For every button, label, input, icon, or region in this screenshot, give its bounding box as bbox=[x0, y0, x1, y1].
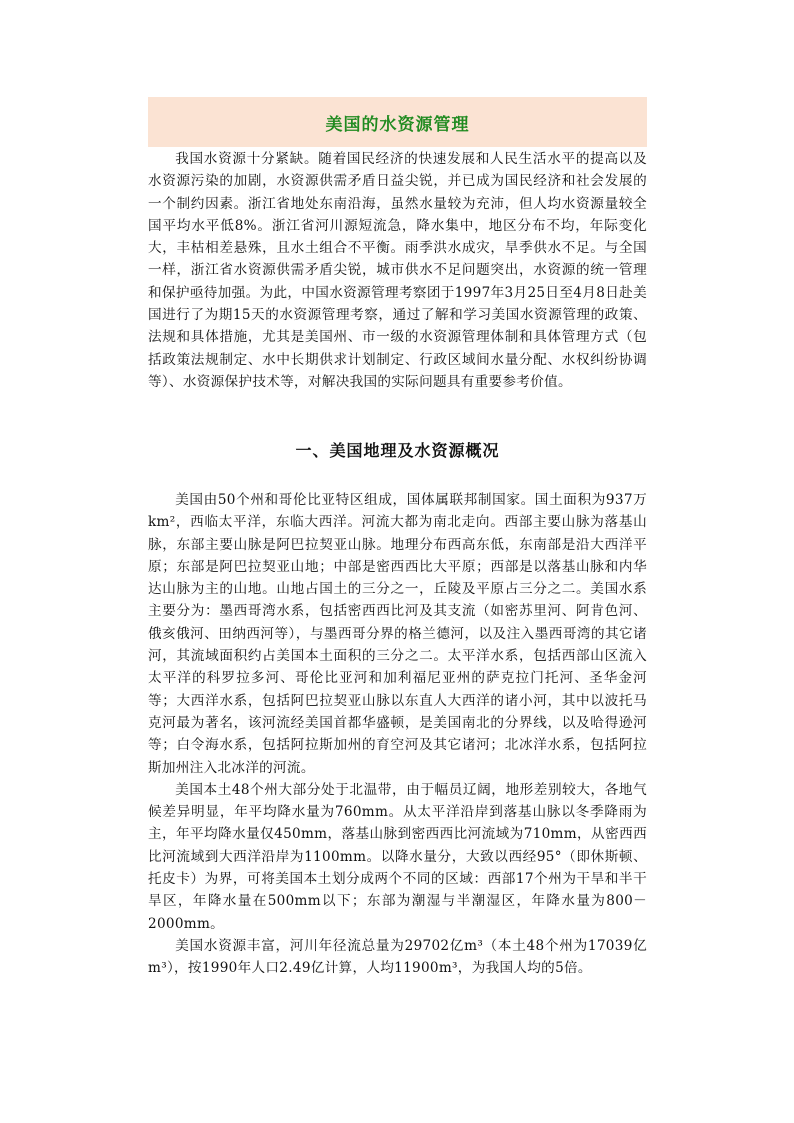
title-banner bbox=[148, 97, 647, 147]
section-heading: 一、美国地理及水资源概况 bbox=[295, 441, 500, 460]
document-title: 美国的水资源管理 bbox=[325, 114, 470, 135]
section-paragraph-1: 美国由50个州和哥伦比亚特区组成，国体属联邦制国家。国土面积为937万km²，西临太平洋，东临大西洋。河流大都为南北走向。西部主要山脉为落基山脉，东部主要山脉是阿巴拉契亚山脉。地理分布西高东低，东南部是沿大西洋平原；东部是阿巴拉契亚山地；中部是密西西比大平原；西部是以落基山脉和内华达山脉为主的山地。山地占国土的三分之一，丘陵及平原占三分之二。美国水系主要分为：墨西哥湾水系，包括密西西比河及其支流（如密苏里河、阿肯色河、俄亥俄河、田纳西河等），与墨西哥分界的格兰德河，以及注入墨西哥湾的其它诸河，其流域面积约占美国本土面积的三分之二。太平洋水系，包括西部山区流入太平洋的科罗拉多河、哥伦比亚河和加利福尼亚州的萨克拉门托河、圣华金河等；大西洋水系，包括阿巴拉契亚山脉以东直人大西洋的诸小河，其中以波托马克河最为著名，该河流经美国首都华盛顿，是美国南北的分界线，以及哈得逊河等；白令海水系，包括阿拉斯加州的育空河及其它诸河；北冰洋水系，包括阿拉斯加州注入北冰洋的河流。 bbox=[148, 492, 647, 776]
section-paragraph-3: 美国水资源丰富，河川年径流总量为29702亿m³（本土48个州为17039亿m³），按1990年人口2.49亿计算，人均11900m³，为我国人均的5倍。 bbox=[148, 937, 647, 977]
section-paragraph-2: 美国本土48个州大部分处于北温带，由于幅员辽阔，地形差别较大，各地气候差异明显，年平均降水量为760mm。从太平洋沿岸到落基山脉以冬季降雨为主，年平均降水量仅450mm，落基山脉到密西西比河流域为710mm，从密西西比河流域到大西洋沿岸为1100mm。以降水量分，大致以西经95°（即休斯顿、托皮卡）为界，可将美国本土划分成两个不同的区域：西部17个州为干旱和半干旱区，年降水量在500mm以下；东部为潮湿与半潮湿区，年降水量为800－2000mm。 bbox=[148, 781, 647, 932]
section-heading-block bbox=[148, 438, 647, 461]
intro-block bbox=[148, 148, 647, 393]
section-body bbox=[148, 489, 647, 980]
intro-paragraph: 我国水资源十分紧缺。随着国民经济的快速发展和人民生活水平的提高以及水资源污染的加剧，水资源供需矛盾日益尖锐，并已成为国民经济和社会发展的一个制约因素。浙江省地处东南沿海，虽然水量较为充沛，但人均水资源量较全国平均水平低8%。浙江省河川源短流急，降水集中，地区分布不均，年际变化大，丰枯相差悬殊，且水土组合不平衡。雨季洪水成灾，旱季供水不足。与全国一样，浙江省水资源供需矛盾尖锐，城市供水不足问题突出，水资源的统一管理和保护亟待加强。为此，中国水资源管理考察团于1997年3月25日至4月8日赴美国进行了为期15天的水资源管理考察，通过了解和学习美国水资源管理的政策、法规和具体措施，尤其是美国州、市一级的水资源管理体制和具体管理方式（包括政策法规制定、水中长期供求计划制定、行政区域间水量分配、水权纠纷协调等）、水资源保护技术等，对解决我国的实际问题具有重要参考价值。 bbox=[148, 151, 648, 390]
